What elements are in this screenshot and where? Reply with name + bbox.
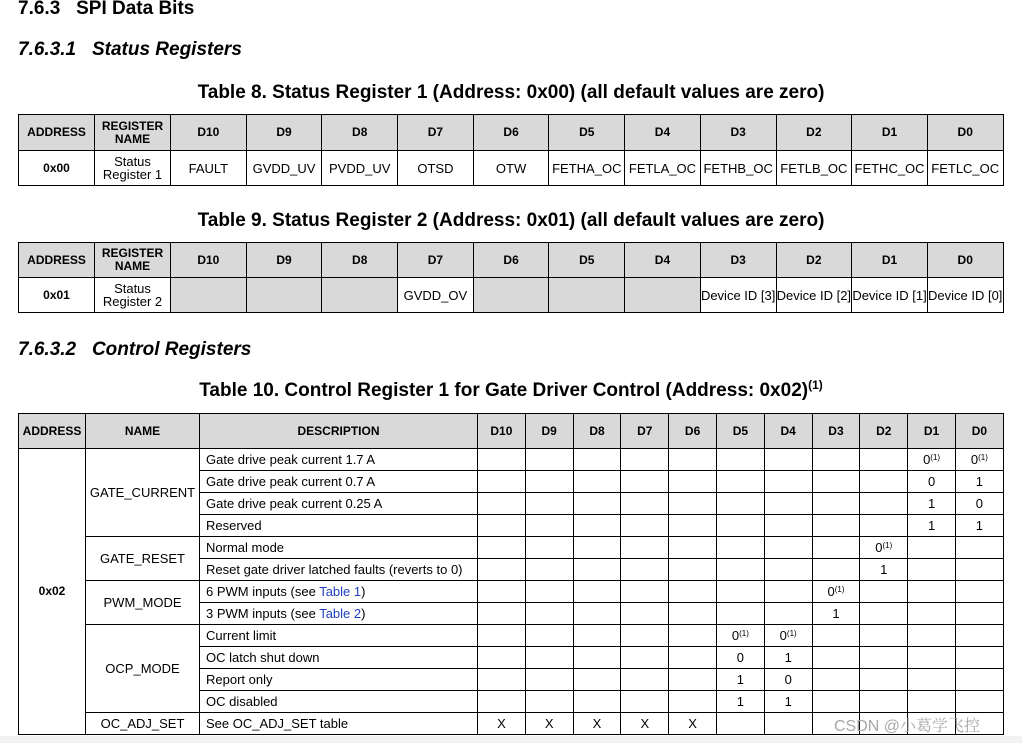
bit-cell <box>764 713 812 735</box>
bit-cell <box>716 713 764 735</box>
bit-cell <box>525 493 573 515</box>
bit-cell <box>716 493 764 515</box>
bit-value: X <box>688 716 697 731</box>
bit-cell <box>955 559 1003 581</box>
bit-cell <box>716 603 764 625</box>
bit-cell <box>812 449 860 471</box>
bit-cell <box>573 581 621 603</box>
header-bit: D6 <box>473 115 549 151</box>
bit-cell: FETHB_OC <box>700 151 776 186</box>
bit-cell: Device ID [2] <box>776 278 852 313</box>
bit-cell-empty <box>549 278 625 313</box>
description-cell: Reserved <box>200 515 478 537</box>
header-address: ADDRESS <box>19 414 86 449</box>
bit-cell-empty <box>625 278 701 313</box>
bit-cell <box>525 625 573 647</box>
bit-cell <box>669 647 717 669</box>
bit-value: X <box>592 716 602 731</box>
bit-value: 1 <box>736 672 744 687</box>
description-cell <box>200 581 478 603</box>
bit-cell <box>621 471 669 493</box>
subsection-title-control: 7.6.3.2 Control Registers <box>18 339 252 360</box>
bit-cell <box>812 625 860 647</box>
bit-value: 1 <box>975 474 983 489</box>
bit-cell <box>908 669 956 691</box>
bit-cell <box>478 713 526 735</box>
description-cell: Gate drive peak current 0.7 A <box>200 471 478 493</box>
bit-value: 1 <box>880 562 888 577</box>
description-cell: Normal mode <box>200 537 478 559</box>
table9 <box>18 242 1004 313</box>
bit-cell <box>908 581 956 603</box>
bit-value: 0 <box>784 672 792 687</box>
footnote-mark: (1) <box>930 453 941 462</box>
bit-cell <box>908 603 956 625</box>
bit-cell <box>478 691 526 713</box>
bit-cell <box>860 625 908 647</box>
header-bit: D8 <box>322 243 398 278</box>
bit-cell <box>669 669 717 691</box>
bit-cell <box>908 493 956 515</box>
bit-cell <box>621 515 669 537</box>
bit-cell <box>764 471 812 493</box>
bit-cell: GVDD_OV <box>398 278 474 313</box>
bit-value: X <box>544 716 554 731</box>
bit-cell <box>669 493 717 515</box>
header-bit: D4 <box>625 115 701 151</box>
bit-cell-empty <box>473 278 549 313</box>
field-name-cell: OC_ADJ_SET <box>86 713 200 735</box>
header-bit: D0 <box>927 243 1003 278</box>
bit-cell <box>955 471 1003 493</box>
bit-cell <box>621 669 669 691</box>
bit-cell <box>573 691 621 713</box>
bit-cell: FAULT <box>171 151 247 186</box>
header-bit: D9 <box>246 243 322 278</box>
header-register-name: REGISTER NAME <box>95 243 171 278</box>
header-bit: D7 <box>621 414 669 449</box>
bit-cell <box>955 515 1003 537</box>
description-cell: Gate drive peak current 1.7 A <box>200 449 478 471</box>
bit-cell <box>860 691 908 713</box>
bit-cell <box>621 691 669 713</box>
bit-cell <box>955 691 1003 713</box>
bit-cell <box>716 625 764 647</box>
bit-cell <box>478 493 526 515</box>
bit-cell <box>908 559 956 581</box>
bit-cell <box>764 515 812 537</box>
header-bit: D4 <box>625 243 701 278</box>
bit-cell <box>716 537 764 559</box>
bit-value: 0 <box>736 650 744 665</box>
table10-caption-note: (1) <box>808 378 823 392</box>
description-cell <box>200 603 478 625</box>
bit-cell <box>908 515 956 537</box>
bit-cell <box>716 581 764 603</box>
bit-cell <box>860 669 908 691</box>
bit-cell <box>669 625 717 647</box>
bit-cell: FETHA_OC <box>549 151 625 186</box>
bit-cell <box>860 603 908 625</box>
description-cell: OC latch shut down <box>200 647 478 669</box>
bit-cell <box>573 669 621 691</box>
bit-cell <box>860 449 908 471</box>
bit-cell <box>955 647 1003 669</box>
bit-cell: Device ID [1] <box>852 278 928 313</box>
table8 <box>18 114 1004 186</box>
bit-cell <box>525 691 573 713</box>
bit-cell <box>478 603 526 625</box>
header-bit: D7 <box>398 243 474 278</box>
bit-cell <box>764 581 812 603</box>
header-bit: D1 <box>852 243 928 278</box>
register-name-cell: Status Register 2 <box>95 278 171 313</box>
bit-cell <box>860 581 908 603</box>
bit-cell <box>573 471 621 493</box>
bit-cell <box>669 449 717 471</box>
header-bit: D5 <box>549 115 625 151</box>
bit-value: 0 <box>927 474 936 489</box>
bit-cell: Device ID [3] <box>700 278 776 313</box>
bit-cell: OTW <box>473 151 549 186</box>
bit-cell <box>860 537 908 559</box>
header-bit: D0 <box>955 414 1003 449</box>
desc-text: 6 PWM inputs (see <box>206 584 320 599</box>
bit-value: 0 <box>731 628 740 643</box>
bit-cell <box>478 669 526 691</box>
description-cell: Gate drive peak current 0.25 A <box>200 493 478 515</box>
subsection-title-status: 7.6.3.1 Status Registers <box>18 39 242 60</box>
bit-value: 0 <box>923 452 931 467</box>
bit-value: 0 <box>875 540 883 555</box>
bit-cell <box>621 603 669 625</box>
bit-cell <box>573 493 621 515</box>
description-cell: Report only <box>200 669 478 691</box>
bit-cell <box>573 537 621 559</box>
header-address: ADDRESS <box>19 243 95 278</box>
bit-cell <box>669 691 717 713</box>
bit-cell <box>525 669 573 691</box>
bit-cell <box>573 559 621 581</box>
bit-cell <box>955 625 1003 647</box>
header-bit: D3 <box>700 243 776 278</box>
bit-cell <box>669 537 717 559</box>
bit-cell <box>525 581 573 603</box>
footnote-mark: (1) <box>978 453 988 462</box>
bit-cell <box>478 625 526 647</box>
bit-cell <box>525 559 573 581</box>
table10-caption-text: Table 10. Control Register 1 for Gate Driver Control (Address: 0x02) <box>199 380 809 401</box>
bit-cell <box>525 537 573 559</box>
header-bit: D2 <box>860 414 908 449</box>
bit-value: 0 <box>779 628 787 643</box>
bit-value: 1 <box>736 694 744 709</box>
bit-value: 0 <box>975 496 983 511</box>
bit-cell: OTSD <box>398 151 474 186</box>
header-bit: D2 <box>776 243 852 278</box>
bit-cell <box>812 537 860 559</box>
bit-cell <box>573 713 621 735</box>
page-bottom-band <box>0 736 1022 743</box>
footnote-mark: (1) <box>739 629 749 638</box>
bit-cell <box>478 515 526 537</box>
table-reference-link[interactable]: Table 2 <box>319 606 362 621</box>
table-reference-link[interactable]: Table 1 <box>319 584 362 599</box>
desc-text: ) <box>361 584 366 599</box>
bit-cell <box>812 669 860 691</box>
bit-cell <box>669 581 717 603</box>
bit-cell <box>955 493 1003 515</box>
bit-cell: Device ID [0] <box>927 278 1003 313</box>
header-bit: D3 <box>700 115 776 151</box>
header-bit: D1 <box>852 115 928 151</box>
bit-cell <box>621 647 669 669</box>
field-name-cell: PWM_MODE <box>86 581 200 625</box>
bit-cell <box>525 449 573 471</box>
table10-caption <box>0 380 1022 402</box>
bit-cell: FETLA_OC <box>625 151 701 186</box>
header-bit: D5 <box>716 414 764 449</box>
bit-cell <box>860 647 908 669</box>
bit-cell <box>955 669 1003 691</box>
bit-value: 1 <box>927 518 936 533</box>
header-bit: D10 <box>171 115 247 151</box>
bit-cell <box>764 669 812 691</box>
header-bit: D6 <box>473 243 549 278</box>
bit-cell <box>955 581 1003 603</box>
bit-cell <box>908 647 956 669</box>
bit-cell <box>860 471 908 493</box>
watermark: CSDN @小葛学飞控 <box>834 718 981 735</box>
address-cell: 0x00 <box>19 151 95 186</box>
bit-cell-empty <box>322 278 398 313</box>
header-register-name: REGISTER NAME <box>95 115 171 151</box>
bit-cell <box>908 471 956 493</box>
header-bit: D2 <box>776 115 852 151</box>
bit-cell <box>525 647 573 669</box>
bit-cell: FETHC_OC <box>852 151 928 186</box>
bit-cell-empty <box>246 278 322 313</box>
bit-cell <box>955 537 1003 559</box>
bit-cell: PVDD_UV <box>322 151 398 186</box>
bit-cell <box>573 449 621 471</box>
bit-cell <box>812 647 860 669</box>
bit-value: X <box>640 716 650 731</box>
register-name-cell: Status Register 1 <box>95 151 171 186</box>
bit-cell <box>669 559 717 581</box>
description-cell: Current limit <box>200 625 478 647</box>
header-name: NAME <box>86 414 200 449</box>
desc-text: 3 PWM inputs (see <box>206 606 320 621</box>
bit-cell <box>812 603 860 625</box>
bit-cell <box>573 603 621 625</box>
bit-cell <box>716 515 764 537</box>
address-cell: 0x02 <box>19 449 86 735</box>
bit-cell <box>573 515 621 537</box>
description-cell: OC disabled <box>200 691 478 713</box>
bit-cell <box>716 449 764 471</box>
bit-cell <box>525 471 573 493</box>
bit-cell <box>716 471 764 493</box>
bit-value: 1 <box>975 518 983 533</box>
desc-text: ) <box>361 606 366 621</box>
header-bit: D8 <box>322 115 398 151</box>
bit-cell: GVDD_UV <box>246 151 322 186</box>
bit-cell <box>955 449 1003 471</box>
table-row <box>19 449 1004 471</box>
bit-cell <box>525 603 573 625</box>
description-cell: Reset gate driver latched faults (reverts to 0) <box>200 559 478 581</box>
header-bit: D10 <box>478 414 526 449</box>
table9-caption: Table 9. Status Register 2 (Address: 0x01) (all default values are zero) <box>197 210 825 231</box>
bit-cell <box>764 559 812 581</box>
bit-value: 0 <box>827 584 835 599</box>
description-cell: See OC_ADJ_SET table <box>200 713 478 735</box>
bit-cell <box>669 603 717 625</box>
bit-cell <box>621 559 669 581</box>
bit-value: 1 <box>927 496 936 511</box>
header-bit: D3 <box>812 414 860 449</box>
header-bit: D6 <box>669 414 717 449</box>
header-bit: D1 <box>908 414 956 449</box>
bit-cell <box>478 471 526 493</box>
bit-value: 0 <box>970 452 979 467</box>
bit-cell <box>764 537 812 559</box>
bit-cell <box>764 647 812 669</box>
table-row <box>19 537 1004 559</box>
footnote-mark: (1) <box>882 541 893 550</box>
bit-cell <box>764 625 812 647</box>
header-bit: D4 <box>764 414 812 449</box>
header-bit: D5 <box>549 243 625 278</box>
bit-cell <box>478 581 526 603</box>
bit-cell-empty <box>171 278 247 313</box>
bit-cell <box>764 449 812 471</box>
bit-cell <box>621 449 669 471</box>
header-bit: D0 <box>927 115 1003 151</box>
bit-cell <box>525 713 573 735</box>
bit-cell <box>621 713 669 735</box>
bit-cell <box>716 669 764 691</box>
field-name-cell: GATE_CURRENT <box>86 449 200 537</box>
field-name-cell: OCP_MODE <box>86 625 200 713</box>
bit-value: 1 <box>784 694 792 709</box>
bit-cell <box>908 691 956 713</box>
bit-cell <box>478 647 526 669</box>
header-description: DESCRIPTION <box>200 414 478 449</box>
bit-cell <box>860 559 908 581</box>
bit-cell <box>812 515 860 537</box>
bit-value: X <box>497 716 506 731</box>
bit-cell <box>860 493 908 515</box>
bit-cell <box>621 581 669 603</box>
bit-cell <box>621 493 669 515</box>
bit-cell <box>669 713 717 735</box>
bit-cell <box>860 515 908 537</box>
bit-cell: FETLC_OC <box>927 151 1003 186</box>
bit-cell <box>573 647 621 669</box>
bit-cell <box>478 559 526 581</box>
header-bit: D9 <box>525 414 573 449</box>
bit-cell <box>955 603 1003 625</box>
bit-cell <box>908 449 956 471</box>
bit-cell <box>621 625 669 647</box>
footnote-mark: (1) <box>834 585 845 594</box>
bit-cell <box>716 559 764 581</box>
bit-cell <box>812 493 860 515</box>
table-row <box>19 581 1004 603</box>
bit-cell <box>764 603 812 625</box>
bit-cell <box>812 581 860 603</box>
bit-cell <box>908 537 956 559</box>
header-bit: D8 <box>573 414 621 449</box>
table-row <box>19 625 1004 647</box>
header-address: ADDRESS <box>19 115 95 151</box>
field-name-cell: GATE_RESET <box>86 537 200 581</box>
header-bit: D10 <box>171 243 247 278</box>
bit-cell <box>716 691 764 713</box>
bit-cell <box>525 515 573 537</box>
bit-cell <box>573 625 621 647</box>
bit-cell <box>478 537 526 559</box>
bit-cell <box>669 515 717 537</box>
bit-cell <box>908 625 956 647</box>
bit-value: 1 <box>784 650 792 665</box>
address-cell: 0x01 <box>19 278 95 313</box>
bit-cell <box>812 471 860 493</box>
bit-cell <box>764 691 812 713</box>
table10 <box>18 413 1004 735</box>
bit-cell <box>478 449 526 471</box>
footnote-mark: (1) <box>786 629 797 638</box>
bit-cell <box>716 647 764 669</box>
section-title: 7.6.3 SPI Data Bits <box>18 0 195 19</box>
bit-cell: FETLB_OC <box>776 151 852 186</box>
header-bit: D9 <box>246 115 322 151</box>
bit-cell <box>812 691 860 713</box>
table8-caption: Table 8. Status Register 1 (Address: 0x00) (all default values are zero) <box>197 82 825 103</box>
bit-value: 1 <box>832 606 840 621</box>
bit-cell <box>669 471 717 493</box>
header-bit: D7 <box>398 115 474 151</box>
bit-cell <box>812 559 860 581</box>
bit-cell <box>764 493 812 515</box>
bit-cell <box>621 537 669 559</box>
